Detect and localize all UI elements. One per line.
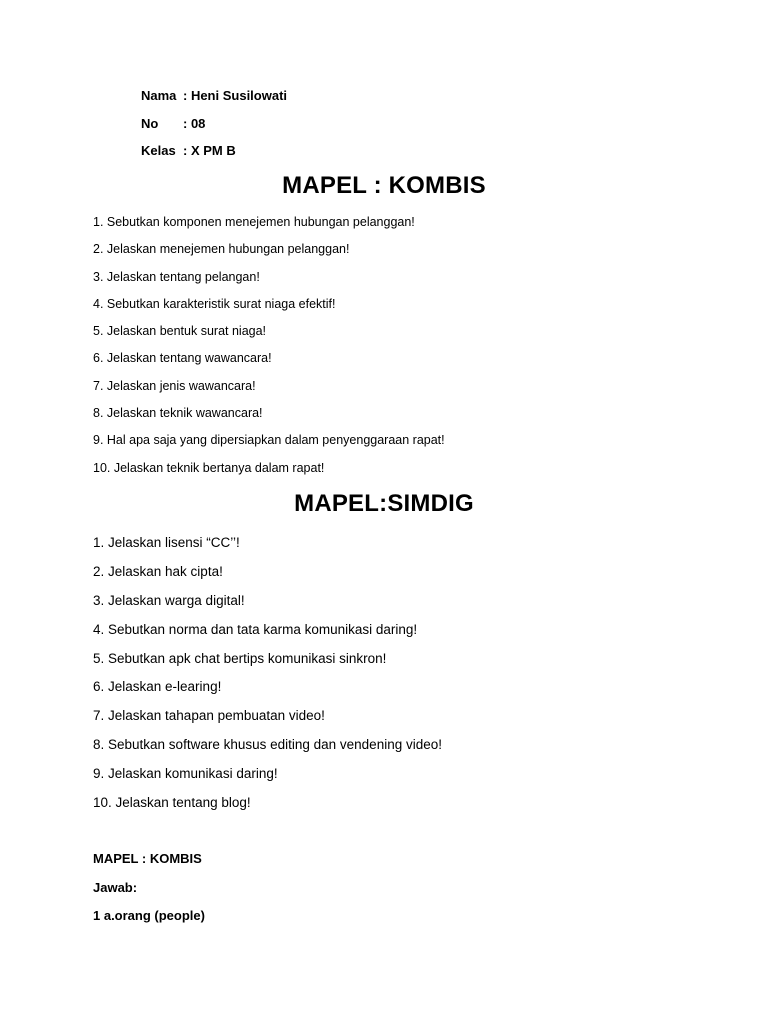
student-name-row (141, 87, 287, 115)
simdig-question: 5. Sebutkan apk chat bertips komunikasi sinkron! (93, 650, 387, 666)
simdig-question: 4. Sebutkan norma dan tata karma komunikasi daring! (93, 621, 418, 637)
simdig-question: 10. Jelaskan tentang blog! (93, 795, 251, 811)
kombis-heading: MAPEL : KOMBIS (282, 172, 486, 199)
kombis-question: 7. Jelaskan jenis wawancara! (93, 378, 256, 393)
student-number-row (141, 115, 287, 143)
answer-first-item: 1 a.orang (people) (93, 908, 205, 923)
kombis-question: 4. Sebutkan karakteristik surat niaga efektif! (93, 296, 336, 311)
kombis-question: 10. Jelaskan teknik bertanya dalam rapat! (93, 460, 325, 475)
simdig-question: 2. Jelaskan hak cipta! (93, 563, 223, 579)
simdig-question: 6. Jelaskan e-learing! (93, 679, 222, 695)
name-value: : Heni Susilowati (183, 88, 288, 103)
kombis-question: 5. Jelaskan bentuk surat niaga! (93, 324, 267, 339)
kombis-question: 1. Sebutkan komponen menejemen hubungan pelanggan! (93, 215, 415, 229)
kombis-question: 9. Hal apa saja yang dipersiapkan dalam penyenggaraan rapat! (93, 433, 445, 448)
kombis-question: 8. Jelaskan teknik wawancara! (93, 406, 263, 421)
simdig-question: 8. Sebutkan software khusus editing dan vendening video! (93, 737, 442, 753)
class-label: Kelas (141, 143, 176, 158)
student-class-row (141, 142, 287, 170)
kombis-question: 2. Jelaskan menejemen hubungan pelanggan! (93, 242, 350, 257)
simdig-question: 1. Jelaskan lisensi “CC’’! (93, 535, 240, 550)
student-info (141, 87, 287, 170)
number-label: No (141, 115, 159, 131)
kombis-question: 6. Jelaskan tentang wawancara! (93, 351, 272, 366)
simdig-question: 9. Jelaskan komunikasi daring! (93, 766, 278, 782)
kombis-question: 3. Jelaskan tentang pelangan! (93, 269, 260, 284)
simdig-question: 7. Jelaskan tahapan pembuatan video! (93, 708, 325, 724)
class-value: : X PM B (183, 143, 236, 158)
simdig-heading: MAPEL:SIMDIG (294, 490, 474, 517)
answer-subject: MAPEL : KOMBIS (93, 851, 202, 866)
answer-label: Jawab: (93, 879, 138, 895)
simdig-question: 3. Jelaskan warga digital! (93, 592, 245, 608)
kombis-question-list (93, 214, 445, 487)
answer-section (93, 850, 205, 936)
number-value: : 08 (183, 115, 206, 131)
name-label: Nama (141, 88, 177, 103)
simdig-question-list (93, 534, 442, 823)
